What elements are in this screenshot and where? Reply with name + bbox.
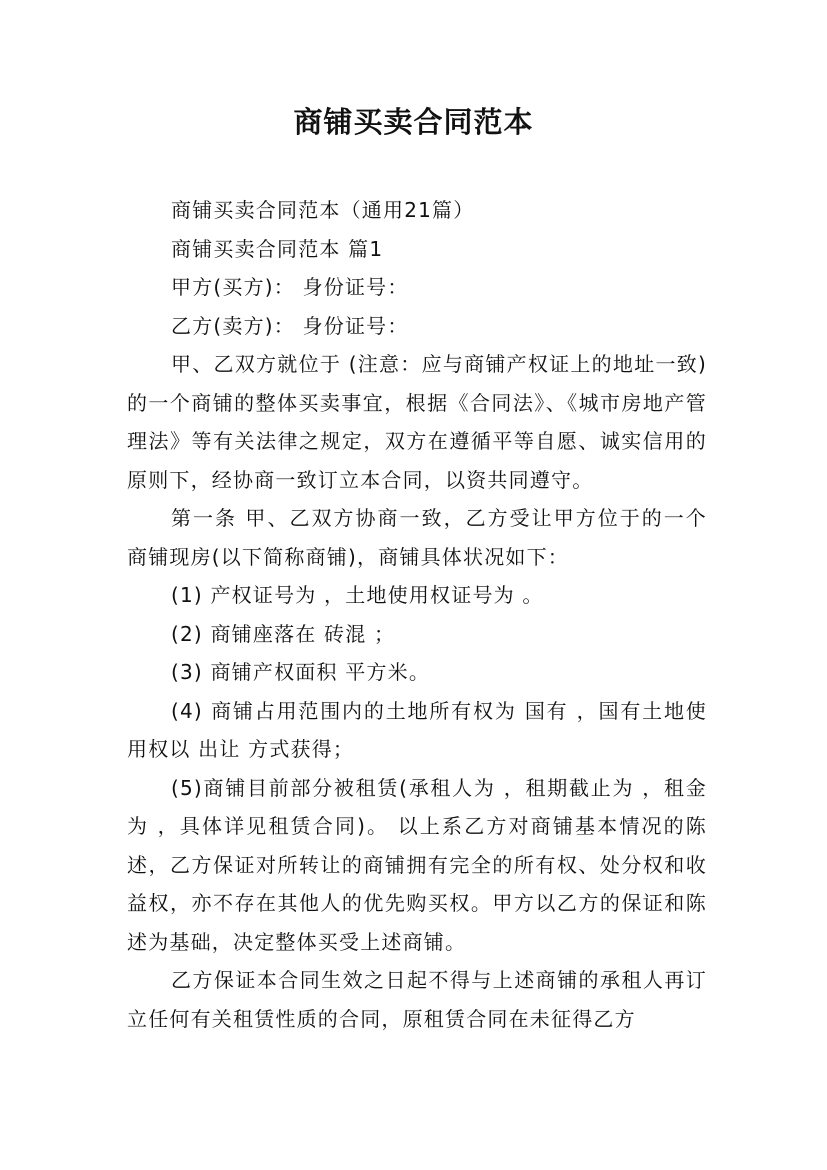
paragraph-section-heading: 商铺买卖合同范本 篇1 xyxy=(171,236,384,261)
paragraph-subtitle: 商铺买卖合同范本（通用21篇） xyxy=(171,198,475,222)
paragraph-item-5: (5)商铺目前部分被租赁(承租人为 ，租期截止为 ，租金为 ，具体详见租赁合同)。 以上系乙方对商铺基本情况的陈述，乙方保证对所转让的商铺拥有完全的所有权、处分权和收益权，亦不存在其他人的优先购买权。甲方以乙方的保证和陈述为基础，决定整体买受上述商铺。 xyxy=(127,775,707,954)
paragraph-guarantee: 乙方保证本合同生效之日起不得与上述商铺的承租人再订立任何有关租赁性质的合同，原租赁合同在未征得乙方 xyxy=(127,968,707,1031)
paragraph-party-a: 甲方(买方)： 身份证号： xyxy=(171,275,409,299)
paragraph-item-3: (3) 商铺产权面积 平方米。 xyxy=(171,660,431,684)
paragraph-item-2: (2) 商铺座落在 砖混 ； xyxy=(171,621,396,646)
document-title: 商铺买卖合同范本 xyxy=(293,105,534,139)
paragraph-preamble: 甲、乙双方就位于 (注意：应与商铺产权证上的地址一致)的一个商铺的整体买卖事宜，根据《合同法》、《城市房地产管理法》等有关法律之规定，双方在遵循平等自愿、诚实信用的原则下，经协商一致订立本合同，以资共同遵守。 xyxy=(127,352,707,492)
document-body xyxy=(127,191,707,1038)
paragraph-item-4: (4) 商铺占用范围内的土地所有权为 国有 ，国有土地使用权以 出让 方式获得； xyxy=(127,698,707,761)
paragraph-article-1: 第一条 甲、乙双方协商一致，乙方受让甲方位于的一个商铺现房(以下简称商铺)，商铺具体状况如下： xyxy=(127,506,707,569)
paragraph-item-1: (1) 产权证号为 ，土地使用权证号为 。 xyxy=(171,583,544,607)
paragraph-party-b: 乙方(卖方)： 身份证号： xyxy=(171,313,409,338)
